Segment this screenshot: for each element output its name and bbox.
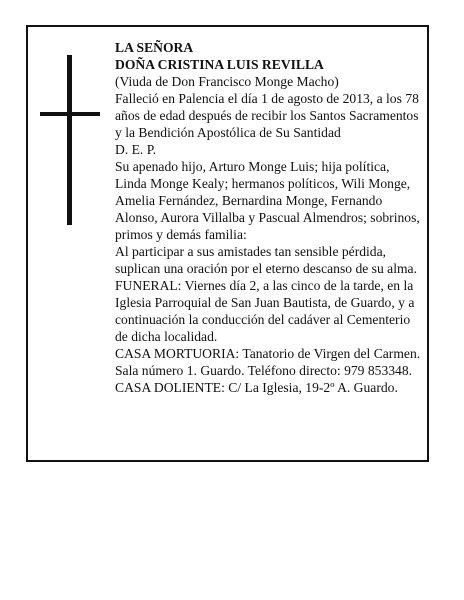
title-line-1: LA SEÑORA <box>115 40 194 55</box>
prayer-request: Al participar a sus amistades tan sensible pérdida, suplican una oración por el eterno descanso de su alma. <box>115 244 417 276</box>
obituary-notice <box>26 25 429 462</box>
cross-icon <box>40 55 100 225</box>
cross-vertical-bar <box>67 55 72 225</box>
casa-doliente: CASA DOLIENTE: C/ La Iglesia, 19-2º A. Guardo. <box>115 380 398 395</box>
subtitle: (Viuda de Don Francisco Monge Macho) <box>115 74 339 89</box>
notice-text <box>115 39 423 396</box>
rip-line: D. E. P. <box>115 142 157 157</box>
cross-horizontal-bar <box>40 112 100 116</box>
deceased-name: DOÑA CRISTINA LUIS REVILLA <box>115 57 324 72</box>
casa-mortuoria: CASA MORTUORIA: Tanatorio de Virgen del Carmen. Sala número 1. Guardo. Teléfono directo: 979 853348. <box>115 346 421 378</box>
funeral-info: FUNERAL: Viernes día 2, a las cinco de la tarde, en la Iglesia Parroquial de San Juan Bautista, de Guardo, y a continuación la conducción del cadáver al Cementerio de dicha localidad. <box>115 278 415 344</box>
death-statement: Falleció en Palencia el día 1 de agosto de 2013, a los 78 años de edad después de recibir los Santos Sacramentos y la Bendición Apostólica de Su Santidad <box>115 91 419 140</box>
family-list: Su apenado hijo, Arturo Monge Luis; hija política, Linda Monge Kealy; hermanos políticos, Wili Monge, Amelia Fernández, Bernardina Monge, Fernando Alonso, Aurora Villalba y Pascual Almendros; sobrinos, primos y demás familia: <box>115 159 420 242</box>
